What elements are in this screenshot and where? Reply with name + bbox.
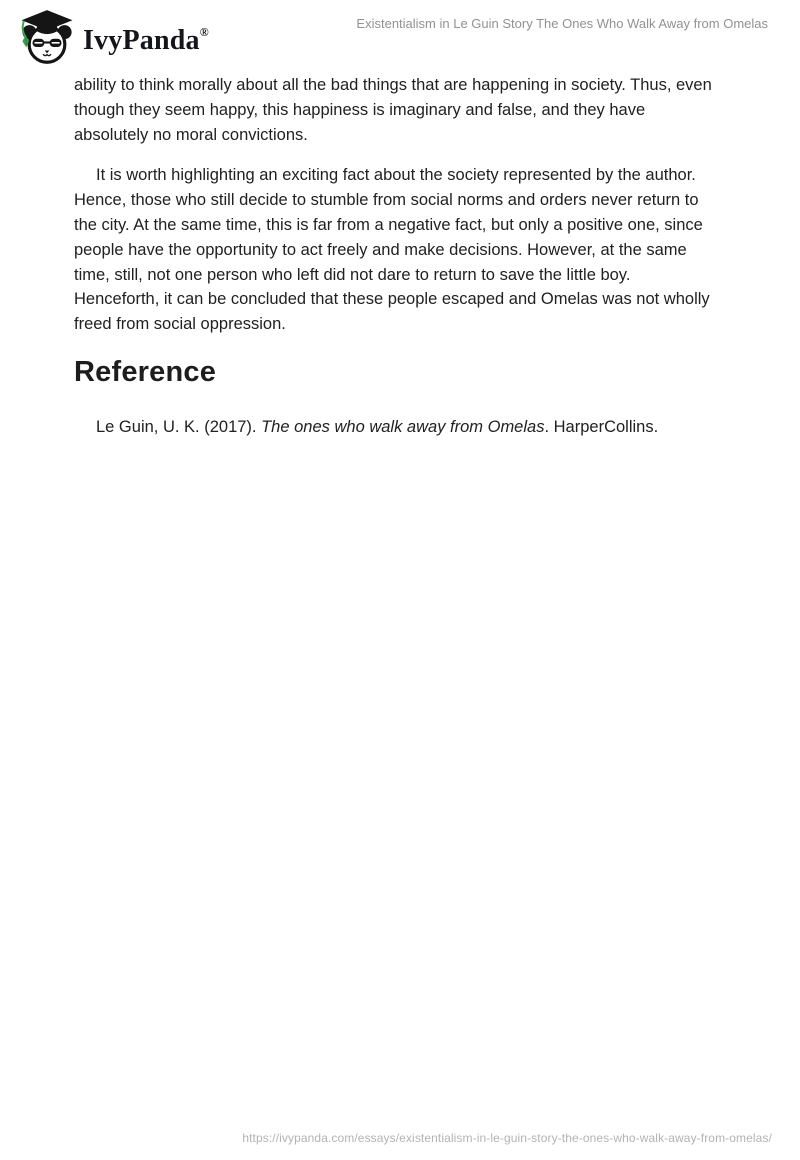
text-line: though they seem happy, this happiness is imaginary and false, and they have (74, 100, 646, 119)
page-footer (242, 1129, 772, 1147)
paragraph-body (74, 163, 734, 337)
text-line: It is worth highlighting an exciting fact about the society represented by the author. (96, 166, 696, 185)
header (18, 4, 768, 69)
brand (18, 4, 209, 69)
text-line: people have the opportunity to act freely and make decisions. However, at the same (74, 240, 687, 259)
source-url-link[interactable]: https://ivypanda.com/essays/existentialism-in-le-guin-story-the-ones-who-walk-away-from-omelas/ (242, 1131, 772, 1145)
text-line: Hence, those who still decide to stumble from social norms and orders never return to (74, 191, 699, 210)
text-line: the city. At the same time, this is far from a negative fact, but only a positive one, since (74, 215, 703, 234)
paragraph-continuation (74, 73, 734, 147)
text-line: Henceforth, it can be concluded that these people escaped and Omelas was not wholly (74, 290, 710, 309)
brand-wordmark (83, 4, 209, 69)
ivypanda-panda-logo-icon (18, 8, 76, 65)
text-line: time, still, not one person who left did not dare to return to save the little boy. (74, 265, 631, 284)
reference-citation (74, 415, 734, 440)
citation-book-title: The ones who walk away from Omelas (261, 417, 545, 436)
text-line: freed from social oppression. (74, 315, 286, 334)
citation-author-year: Le Guin, U. K. (2017). (96, 417, 262, 436)
reference-heading: Reference (74, 355, 217, 388)
text-line: absolutely no moral convictions. (74, 125, 308, 144)
citation-publisher: . HarperCollins. (544, 417, 659, 436)
registered-trademark-symbol: ® (199, 25, 209, 39)
brand-name: IvyPanda (83, 25, 200, 56)
running-head-title: Existentialism in Le Guin Story The Ones Who Walk Away from Omelas (356, 16, 768, 31)
text-line: ability to think morally about all the bad things that are happening in society. Thus, even (74, 76, 712, 94)
essay-content (74, 73, 734, 440)
